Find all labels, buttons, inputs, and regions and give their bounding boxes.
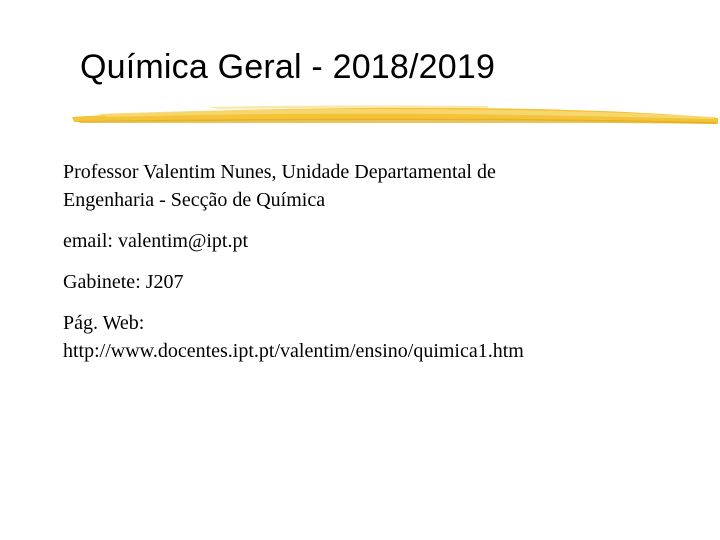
webpage-label: Pág. Web: <box>63 312 145 334</box>
webpage-paragraph <box>63 309 703 365</box>
email-text: email: valentim@ipt.pt <box>63 230 249 252</box>
slide-body <box>63 158 703 378</box>
text-line: Professor Valentim Nunes, Unidade Departamental de <box>63 161 496 183</box>
email-paragraph <box>63 227 703 255</box>
office-paragraph <box>63 268 703 296</box>
office-text: Gabinete: J207 <box>63 271 184 293</box>
slide-title: Química Geral - 2018/2019 <box>80 48 496 86</box>
professor-paragraph <box>63 158 703 214</box>
title-underline-brushstroke <box>68 100 720 134</box>
webpage-url: http://www.docentes.ipt.pt/valentim/ensino/quimica1.htm <box>63 340 524 362</box>
text-line: Engenharia - Secção de Química <box>63 189 326 211</box>
